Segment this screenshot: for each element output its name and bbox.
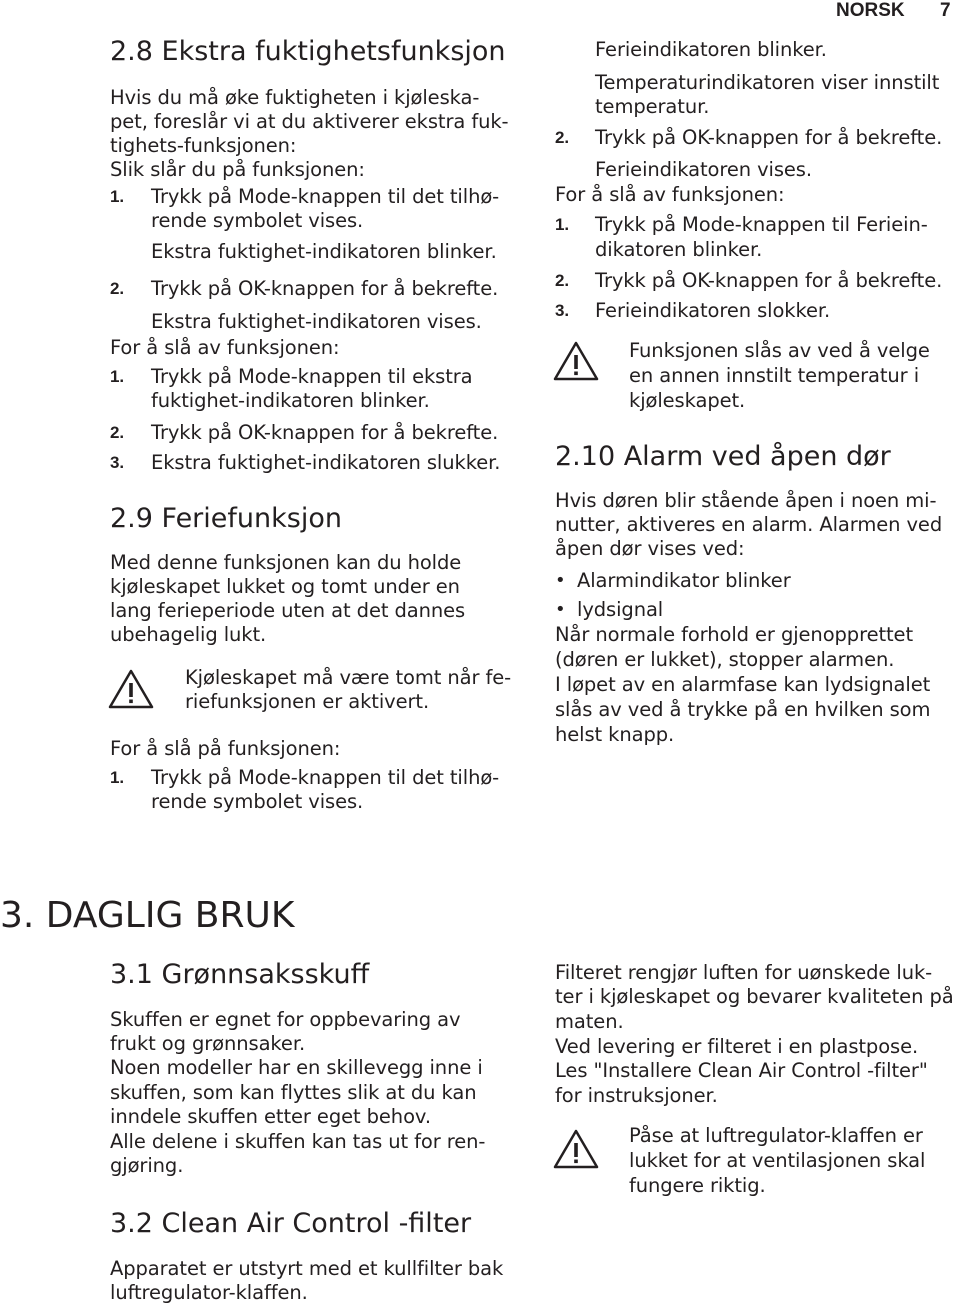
s210-intro-line: åpen dør vises ved: [555, 537, 745, 560]
section-2-10-title: 2.10 Alarm ved åpen dør [555, 441, 891, 472]
s29-body-line: Med denne funksjonen kan du holde [110, 551, 462, 574]
ch3-right-body-line: Filteret rengjør luften for uønskede luk- [555, 961, 933, 984]
step-result: Temperaturindikatoren viser innstilt [595, 71, 940, 94]
s210-intro-line: nutter, aktiveres en alarm. Alarmen ved [555, 513, 943, 536]
s28-intro-line: Slik slår du på funksjonen: [110, 158, 365, 181]
s32-body-line: Apparatet er utstyrt med et kullfilter bak [110, 1257, 504, 1280]
ch3-right-body-line: Ved levering er filteret i en plastpose. [555, 1035, 919, 1058]
step-result: Ekstra fuktighet-indikatoren vises. [151, 310, 482, 333]
section-2-9-title: 2.9 Feriefunksjon [110, 503, 342, 534]
s210-body-line: (døren er lukket), stopper alarmen. [555, 648, 895, 671]
s28-intro-line: Hvis du må øke fuktigheten i kjøleska- [110, 86, 480, 109]
step-number: 2. [555, 128, 569, 147]
step-text: Trykk på OK-knappen for å bekrefte. [151, 277, 499, 300]
step-text: Ekstra fuktighet-indikatoren slukker. [151, 451, 501, 474]
warning-text: kjøleskapet. [629, 389, 746, 412]
warning-text: en annen innstilt temperatur i [629, 364, 920, 387]
s210-body-line: helst knapp. [555, 723, 675, 746]
warning-text: fungere riktig. [629, 1174, 766, 1197]
s31-body-line: inndele skuffen etter eget behov. [110, 1105, 431, 1128]
bullet-text: Alarmindikator blinker [577, 569, 791, 592]
ch3-right-body-line: ter i kjøleskapet og bevarer kvaliteten på [555, 985, 954, 1008]
s31-body-line: skuffen, som kan flyttes slik at du kan [110, 1081, 477, 1104]
s210-body-line: Når normale forhold er gjenopprettet [555, 623, 913, 646]
step-result: Ferieindikatoren vises. [595, 158, 812, 181]
warning-text: Funksjonen slås av ved å velge [629, 339, 930, 362]
warning-icon [108, 668, 154, 710]
s210-body-line: slås av ved å trykke på en hvilken som [555, 698, 931, 721]
step-number: 2. [110, 423, 124, 442]
s31-body-line: Alle delene i skuffen kan tas ut for ren- [110, 1130, 486, 1153]
step-result: temperatur. [595, 95, 710, 118]
ch3-right-body-line: maten. [555, 1010, 624, 1033]
step-text: Trykk på OK-knappen for å bekrefte. [595, 269, 943, 292]
step-number: 3. [110, 453, 124, 472]
s28-intro-line: pet, foreslår vi at du aktiverer ekstra fuk- [110, 110, 509, 133]
warning-text: Kjøleskapet må være tomt når fe- [185, 666, 512, 689]
s29-body-line: ubehagelig lukt. [110, 623, 267, 646]
warning-icon [553, 1128, 599, 1170]
step-text: Trykk på OK-knappen for å bekrefte. [151, 421, 499, 444]
header-language: NORSK [836, 0, 905, 21]
step-text: Trykk på OK-knappen for å bekrefte. [595, 126, 943, 149]
step-result: Ekstra fuktighet-indikatoren blinker. [151, 240, 497, 263]
s28-intro-line: tighets-funksjonen: [110, 134, 297, 157]
s31-body-line: Skuffen er egnet for oppbevaring av [110, 1008, 461, 1031]
s31-body-line: gjøring. [110, 1154, 184, 1177]
s31-body-line: Noen modeller har en skillevegg inne i [110, 1056, 483, 1079]
step-number: 3. [555, 301, 569, 320]
step-number: 2. [555, 271, 569, 290]
page-number: 7 [940, 0, 951, 21]
warning-text: lukket for at ventilasjonen skal [629, 1149, 926, 1172]
ch3-right-body-line: for instruksjoner. [555, 1084, 718, 1107]
bullet: • [555, 599, 566, 620]
warning-text: Påse at luftregulator-klaffen er [629, 1124, 923, 1147]
bullet-text: lydsignal [577, 598, 664, 621]
step-text: fuktighet-indikatoren blinker. [151, 389, 430, 412]
warning-icon [553, 340, 599, 382]
step-number: 1. [110, 367, 124, 386]
ch3-right-body-line: Les "Installere Clean Air Control -filter" [555, 1059, 928, 1082]
s210-intro-line: Hvis døren blir stående åpen i noen mi- [555, 489, 937, 512]
step-result: Ferieindikatoren blinker. [595, 38, 827, 61]
step-text: Trykk på Mode-knappen til det tilhø- [151, 185, 500, 208]
s210-body-line: I løpet av en alarmfase kan lydsignalet [555, 673, 931, 696]
section-3-2-title: 3.2 Clean Air Control -filter [110, 1208, 472, 1239]
section-3-1-title: 3.1 Grønnsaksskuff [110, 959, 370, 990]
step-text: Trykk på Mode-knappen til Feriein- [595, 213, 928, 236]
step-number: 1. [110, 187, 124, 206]
step-number: 1. [555, 215, 569, 234]
s29-body-line: kjøleskapet lukket og tomt under en [110, 575, 460, 598]
step-number: 2. [110, 279, 124, 298]
s31-body-line: frukt og grønnsaker. [110, 1032, 306, 1055]
step-text: Trykk på Mode-knappen til ekstra [151, 365, 473, 388]
bullet: • [555, 570, 566, 591]
section-2-8-title: 2.8 Ekstra fuktighetsfunksjon [110, 36, 506, 67]
step-number: 1. [110, 768, 124, 787]
s29-body-line: lang ferieperiode uten at det dannes [110, 599, 466, 622]
s32-body-line: luftregulator-klaffen. [110, 1281, 308, 1304]
warning-text: riefunksjonen er aktivert. [185, 690, 430, 713]
step-text: rende symbolet vises. [151, 790, 364, 813]
s29-on-heading: For å slå på funksjonen: [110, 737, 341, 760]
chapter-3-title: 3. DAGLIG BRUK [0, 895, 295, 936]
step-text: rende symbolet vises. [151, 209, 364, 232]
step-text: Trykk på Mode-knappen til det tilhø- [151, 766, 500, 789]
off-heading: For å slå av funksjonen: [555, 183, 785, 206]
s28-off-heading: For å slå av funksjonen: [110, 336, 340, 359]
step-text: dikatoren blinker. [595, 238, 763, 261]
step-text: Ferieindikatoren slokker. [595, 299, 831, 322]
